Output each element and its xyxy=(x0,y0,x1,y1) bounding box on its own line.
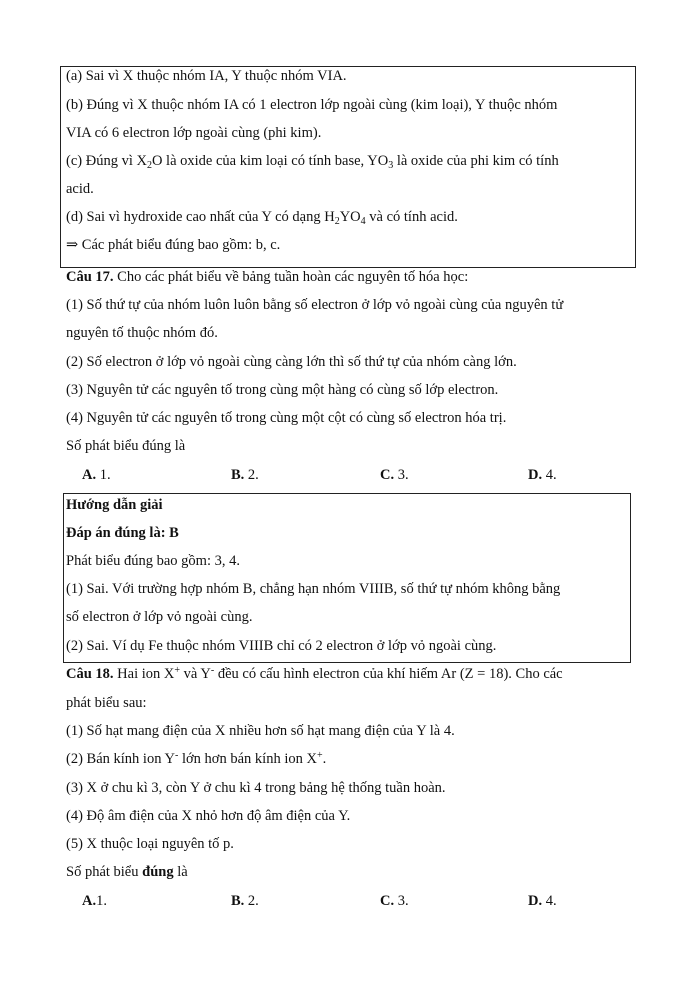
solution-line-d: (d) Sai vì hydroxide cao nhất của Y có dạng $H_2YO_4$ và có tính acid. xyxy=(66,209,458,227)
question-18-statement-5: (5) X thuộc loại nguyên tố p. xyxy=(66,836,234,852)
question-17-statement-1b: nguyên tố thuộc nhóm đó. xyxy=(66,325,218,341)
question-17-statement-2: (2) Số electron ở lớp vỏ ngoài cùng càng lớn thì số thứ tự của nhóm càng lớn. xyxy=(66,354,517,370)
question-18-option-d: D. 4. xyxy=(528,893,557,909)
solution-line-a: (a) Sai vì X thuộc nhóm IA, Y thuộc nhóm VIA. xyxy=(66,68,347,84)
question-17-ask: Số phát biểu đúng là xyxy=(66,438,186,454)
solution-line-2a: (1) Sai. Với trường hợp nhóm B, chẳng hạn nhóm VIIIB, số thứ tự nhóm không bằng xyxy=(66,581,561,597)
solution-line-c1: (c) Đúng vì $X_2O$ là oxide của kim loại có tính base, $YO_3$ là oxide của phi kim có tính xyxy=(66,153,559,171)
solution-line-2b: số electron ở lớp vỏ ngoài cùng. xyxy=(66,609,253,625)
solution-line-3: (2) Sai. Ví dụ Fe thuộc nhóm VIIIB chỉ có 2 electron ở lớp vỏ ngoài cùng. xyxy=(66,638,497,654)
question-18-option-a: A.1. xyxy=(82,893,107,909)
question-17-option-b: B. 2. xyxy=(231,467,259,483)
question-18-stem-1: Câu 18. Hai ion X+ và Y- đều có cấu hình electron của khí hiếm Ar (Z = 18). Cho các xyxy=(66,665,563,682)
solution-line-1: Phát biểu đúng bao gồm: 3, 4. xyxy=(66,553,240,569)
question-18-stem-2: phát biểu sau: xyxy=(66,695,147,711)
question-17-option-d: D. 4. xyxy=(528,467,557,483)
solution-line-b2: VIA có 6 electron lớp ngoài cùng (phi kim). xyxy=(66,125,322,141)
question-18-statement-3: (3) X ở chu kì 3, còn Y ở chu kì 4 trong bảng hệ thống tuần hoàn. xyxy=(66,780,446,796)
question-18-statement-4: (4) Độ âm điện của X nhỏ hơn độ âm điện của Y. xyxy=(66,808,351,824)
question-17-option-c: C. 3. xyxy=(380,467,409,483)
question-18-option-b: B. 2. xyxy=(231,893,259,909)
solution-conclusion: ⇒ Các phát biểu đúng bao gồm: b, c. xyxy=(66,237,281,253)
question-17-statement-1a: (1) Số thứ tự của nhóm luôn luôn bằng số electron ở lớp vỏ ngoài cùng của nguyên tử xyxy=(66,297,564,313)
question-17-statement-3: (3) Nguyên tử các nguyên tố trong cùng một hàng có cùng số lớp electron. xyxy=(66,382,499,398)
solution-line-b1: (b) Đúng vì X thuộc nhóm IA có 1 electron lớp ngoài cùng (kim loại), Y thuộc nhóm xyxy=(66,97,558,113)
question-18-option-c: C. 3. xyxy=(380,893,409,909)
question-18-statement-1: (1) Số hạt mang điện của X nhiều hơn số hạt mang điện của Y là 4. xyxy=(66,723,455,739)
question-18-statement-2: (2) Bán kính ion Y- lớn hơn bán kính ion X+. xyxy=(66,750,327,767)
solution-line-c2: acid. xyxy=(66,181,94,197)
solution-answer: Đáp án đúng là: B xyxy=(66,525,179,541)
question-17-statement-4: (4) Nguyên tử các nguyên tố trong cùng một cột có cùng số electron hóa trị. xyxy=(66,410,507,426)
question-17-stem: Câu 17. Cho các phát biểu về bảng tuần hoàn các nguyên tố hóa học: xyxy=(66,269,469,285)
question-17-option-a: A. 1. xyxy=(82,467,111,483)
question-18-ask: Số phát biểu đúng là xyxy=(66,864,188,880)
solution-title: Hướng dẫn giải xyxy=(66,497,163,513)
